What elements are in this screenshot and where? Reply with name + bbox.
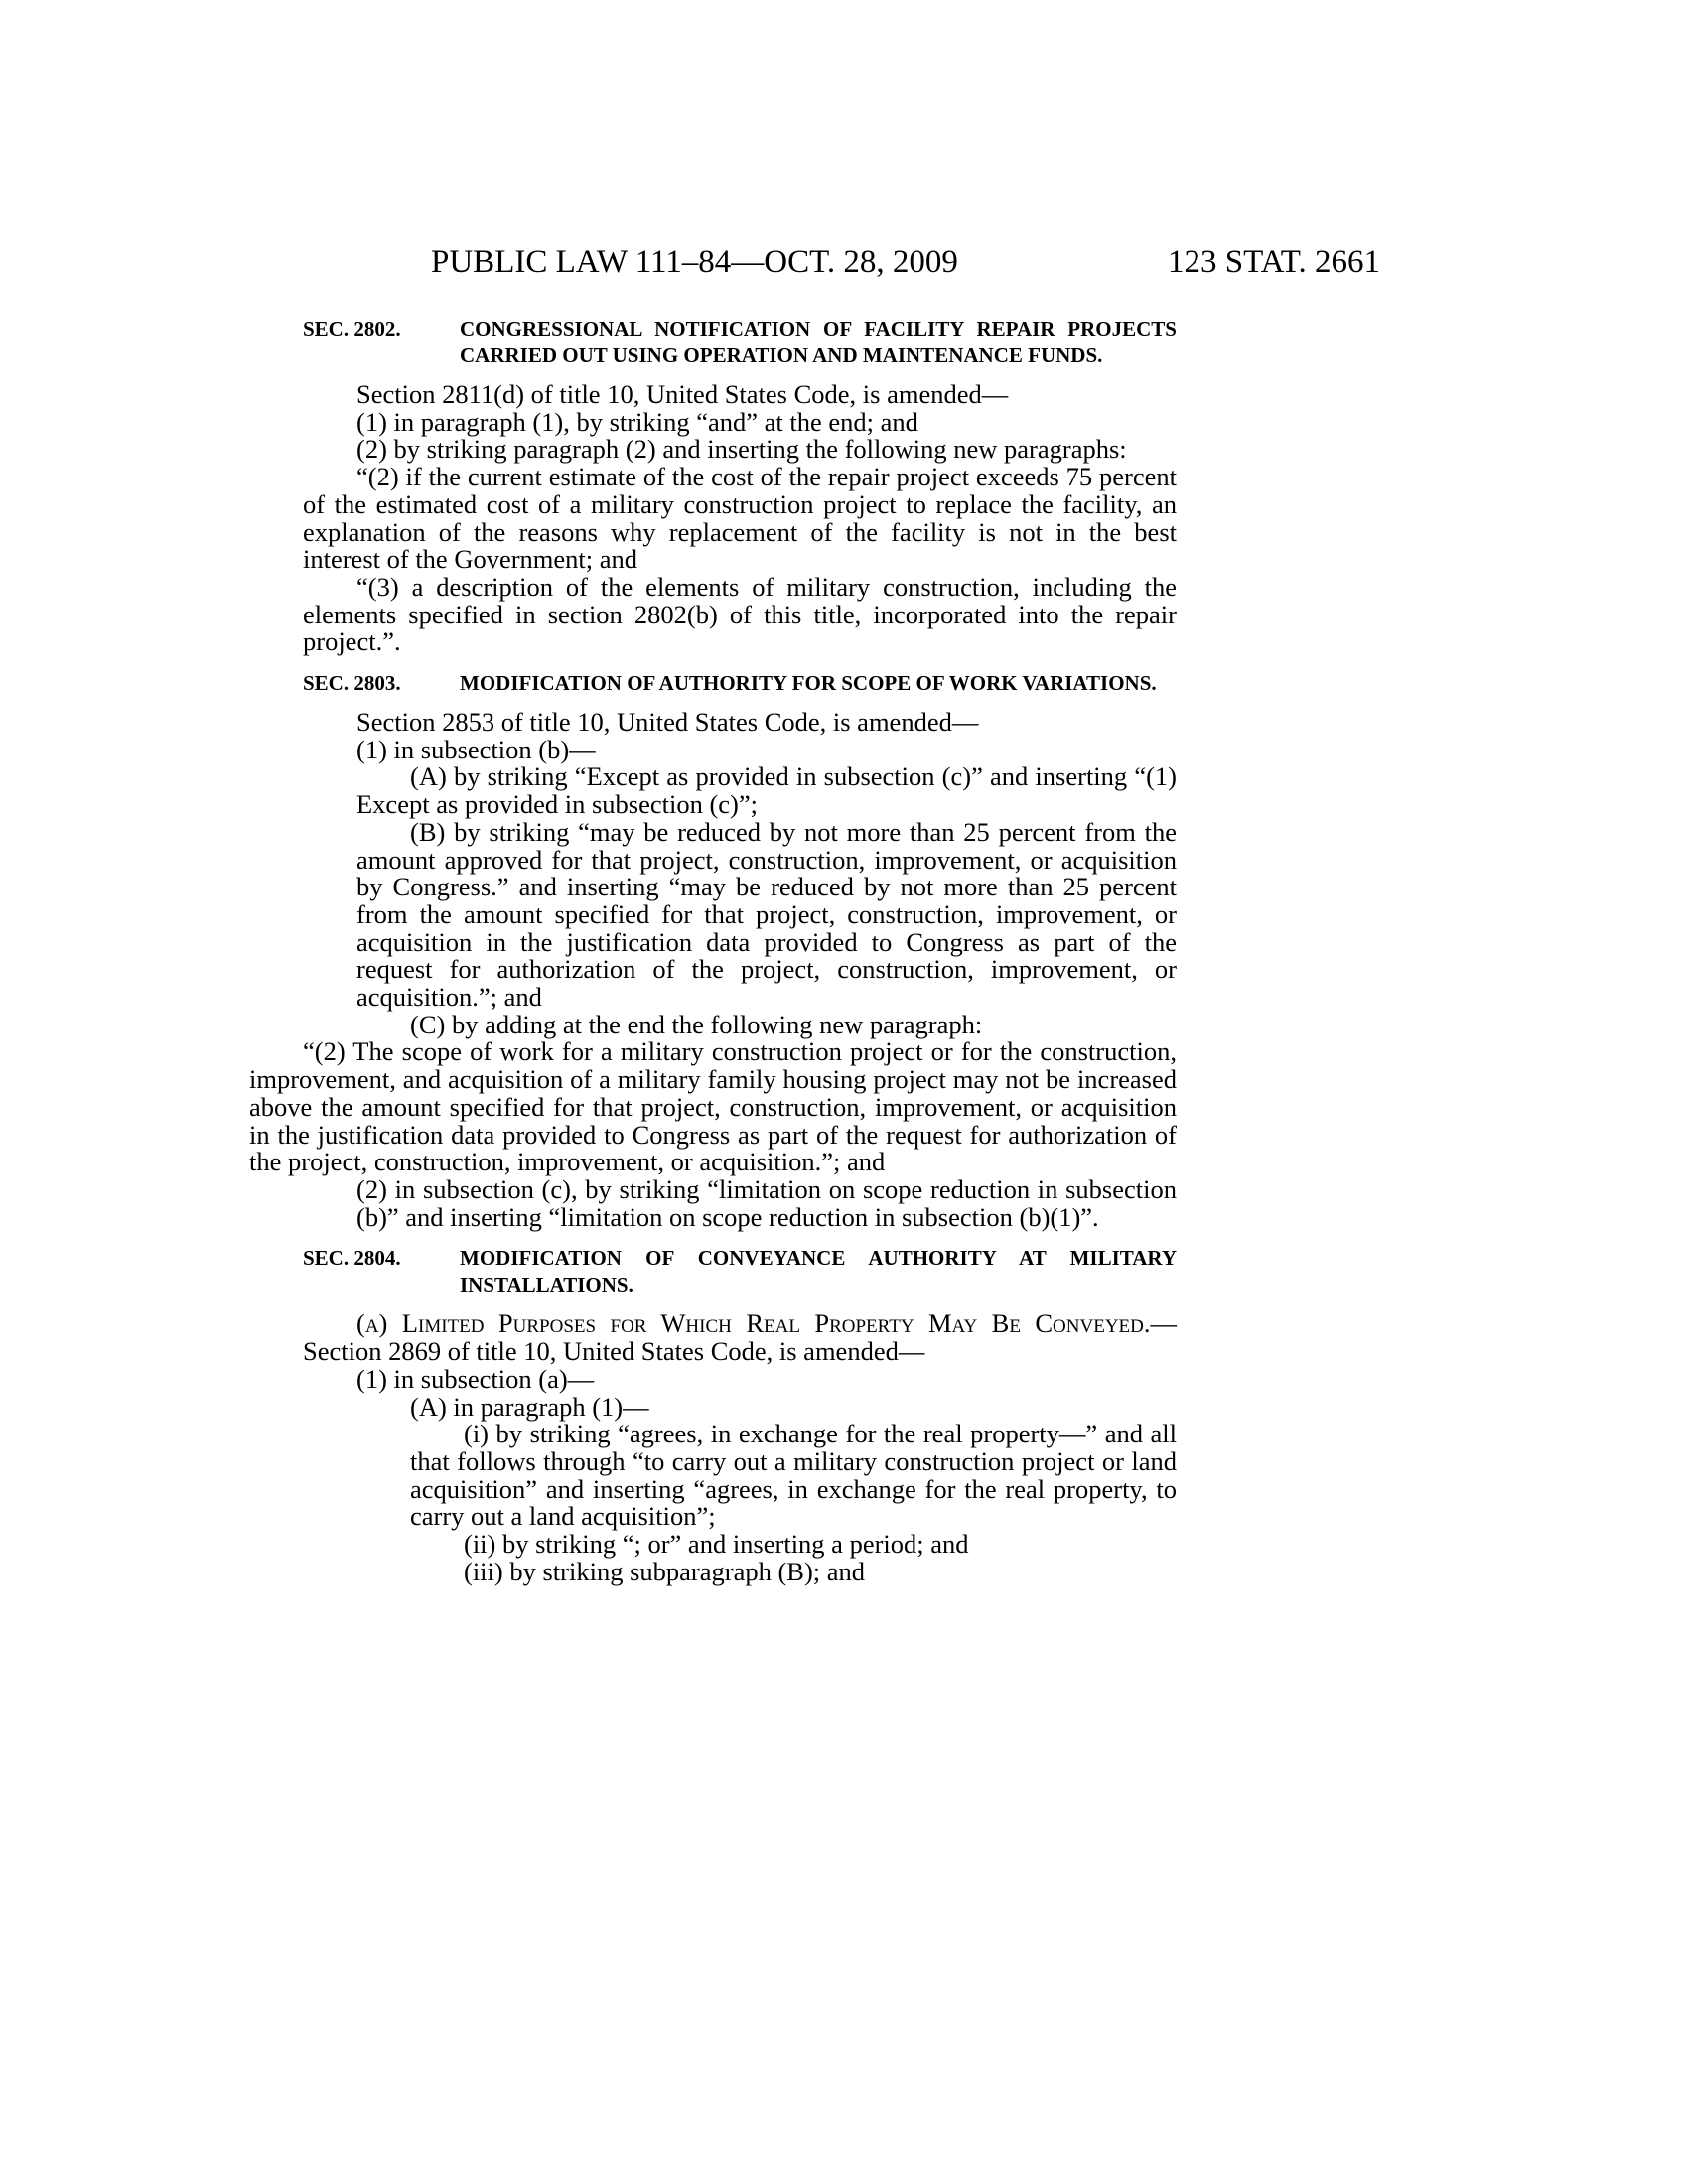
paragraph: (2) in subsection (c), by striking “limitation on scope reduction in subsection (b)” and inserting “limitation on scope reduction in subsection (b)(1)”. xyxy=(356,1173,1177,1232)
paragraph: (1) in subsection (a)— xyxy=(356,1363,595,1394)
paragraph-text: (2) by striking paragraph (2) and inserting the following new paragraphs: xyxy=(356,434,1127,465)
section-title: CONGRESSIONAL NOTIFICATION OF FACILITY REPAIR PROJECTS CARRIED OUT USING OPERATION AND MAINTENANCE FUNDS. xyxy=(460,317,1177,367)
section-number: SEC. 2803. xyxy=(303,671,401,696)
paragraph xyxy=(303,436,1177,464)
quoted-paragraph: “(3) a description of the elements of military construction, including the elements specified in section 2802(b) of this title, incorporated into the repair project.”. xyxy=(303,571,1177,657)
section-title: MODIFICATION OF CONVEYANCE AUTHORITY AT MILITARY INSTALLATIONS. xyxy=(460,1246,1177,1297)
section-heading-2804 xyxy=(303,1245,1177,1298)
section-heading-2802 xyxy=(303,316,1177,369)
subparagraph: (B) by striking “may be reduced by not more than 25 percent from the amount approved for that project, construction, improvement, or acquisition by Congress.” and inserting “may be reduced by not more than 25 percent from the amount specified for that project, construction, improvement, or acquisition in the justification data provided to Congress as part of the request for authorization of the project, construction, improvement, or acquisition.”; and xyxy=(356,816,1177,1013)
document-body xyxy=(249,316,1177,1586)
subparagraph: (C) by adding at the end the following new paragraph: xyxy=(410,1009,983,1039)
section-heading-2803 xyxy=(303,670,1177,697)
clause: (ii) by striking “; or” and inserting a period; and xyxy=(464,1529,969,1560)
section-number: SEC. 2804. xyxy=(303,1246,401,1271)
subparagraph: (A) by striking “Except as provided in subsection (c)” and inserting “(1) Except as provided in subsection (c)”; xyxy=(356,761,1177,820)
subsection-text: —Section 2869 of title 10, United States Code, is amended— xyxy=(303,1308,1177,1367)
subparagraph: (A) in paragraph (1)— xyxy=(410,1391,649,1422)
section-title: MODIFICATION OF AUTHORITY FOR SCOPE OF WORK VARIATIONS. xyxy=(460,671,1157,696)
section-number: SEC. 2802. xyxy=(303,317,401,341)
clause: (i) by striking “agrees, in exchange for the real property—” and all that follows through “to carry out a military construction project or land acquisition” and inserting “agrees, in exchange for the real property, to carry out a land acquisition”; xyxy=(410,1419,1177,1532)
subsection xyxy=(303,1310,1177,1365)
stat-citation: 123 STAT. 2661 xyxy=(1168,244,1381,280)
section-intro: Section 2811(d) of title 10, United States Code, is amended— xyxy=(356,379,1009,409)
page-header xyxy=(0,244,1688,284)
quoted-paragraph: “(2) The scope of work for a military construction project or for the construction, improvement, and acquisition of a military family housing project may not be increased above the amount specified for that project, construction, improvement, or acquisition in the justification data provided to Congress as part of the request for authorization of the project, construction, improvement, or acquisition.”; and xyxy=(249,1036,1177,1177)
page-title: PUBLIC LAW 111–84—OCT. 28, 2009 xyxy=(431,244,958,280)
paragraph: (1) in paragraph (1), by striking “and” at the end; and xyxy=(356,406,918,437)
subsection-caption: (a) Limited Purposes for Which Real Property May Be Conveyed. xyxy=(356,1308,1151,1339)
quoted-paragraph: “(2) if the current estimate of the cost of the repair project exceeds 75 percent of the estimated cost of a military construction project to replace the facility, an explanation of the reasons why replacement of the facility is not in the best interest of the Government; and xyxy=(303,462,1177,575)
section-intro: Section 2853 of title 10, United States Code, is amended— xyxy=(356,707,979,738)
paragraph: (1) in subsection (b)— xyxy=(356,734,596,764)
clause: (iii) by striking subparagraph (B); and xyxy=(464,1556,866,1586)
